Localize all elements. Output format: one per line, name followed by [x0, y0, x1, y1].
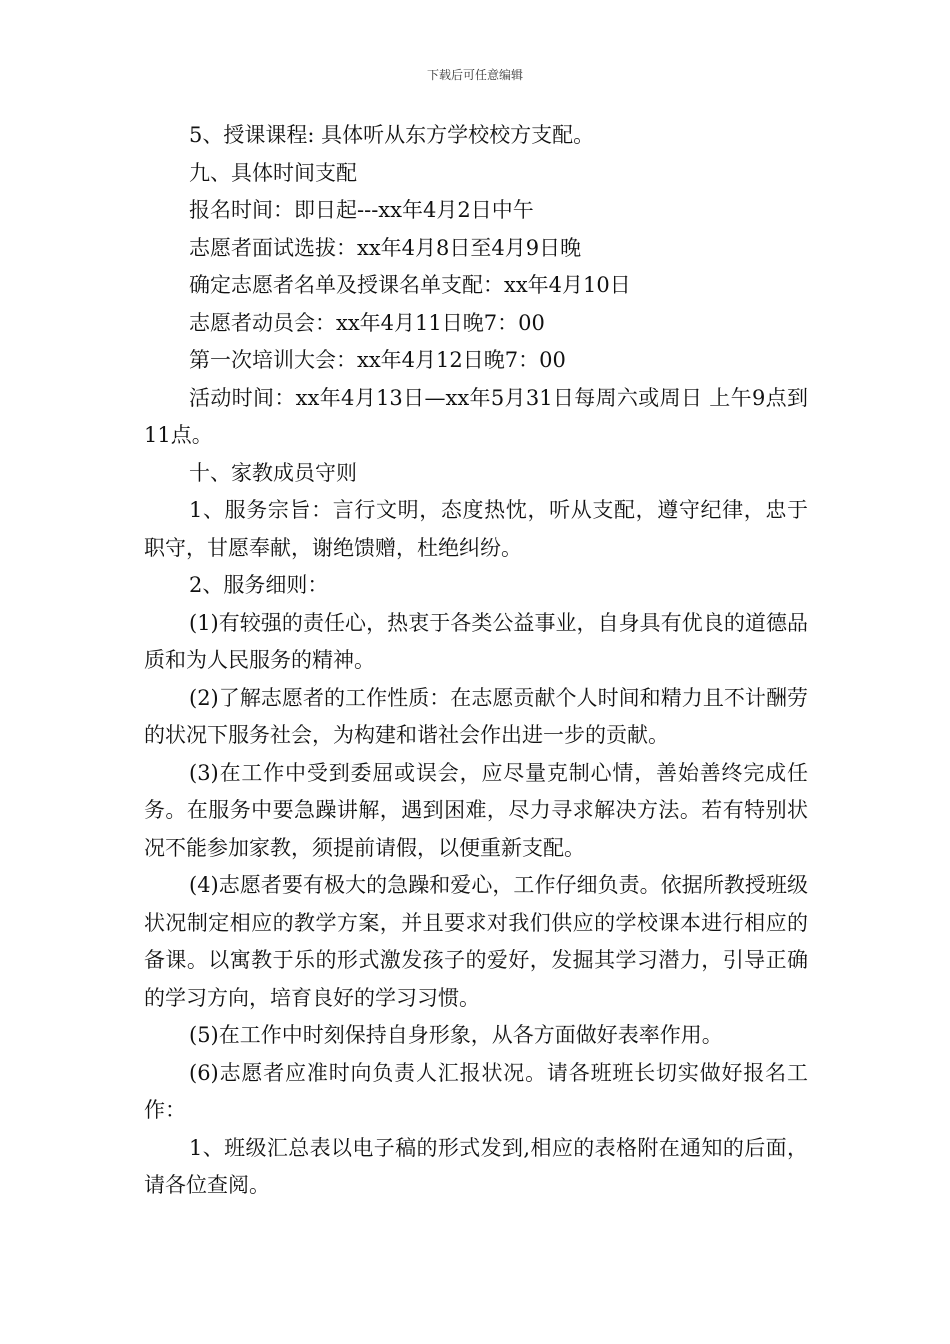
paragraph-rule-3: (3)在工作中受到委屈或误会，应尽量克制心情，善始善终完成任务。在服务中要急躁讲解，遇到困难，尽力寻求解决方法。若有特别状况不能参加家教，须提前请假，以便重新支配。	[144, 760, 808, 860]
page-header: 下载后可任意编辑	[426, 68, 523, 82]
paragraph-class-summary: 1、班级汇总表以电子稿的形式发到,相应的表格附在通知的后面，请各位查阅。	[144, 1135, 808, 1197]
paragraph-first-training: 第一次培训大会：xx年4月12日晚7：00	[189, 348, 566, 372]
paragraph-rule-4: (4)志愿者要有极大的急躁和爱心，工作仔细负责。依据所教授班级状况制定相应的教学方案，并且要求对我们供应的学校课本进行相应的备课。以寓教于乐的形式激发孩子的爱好，发掘其学习潜力，引导正确的学习方向，培育良好的学习习惯。	[144, 873, 808, 1010]
paragraph-confirm-list: 确定志愿者名单及授课名单支配：xx年4月10日	[189, 273, 631, 297]
document-body	[144, 117, 808, 1205]
paragraph-mobilization: 志愿者动员会：xx年4月11日晚7：00	[189, 310, 545, 335]
paragraph-rule-1: (1)有较强的责任心，热衷于各类公益事业，自身具有优良的道德品质和为人民服务的精神。	[144, 610, 808, 672]
section-heading-rules: 十、家教成员守则	[189, 460, 357, 485]
paragraph-rule-5: (5)在工作中时刻保持自身形象，从各方面做好表率作用。	[189, 1023, 723, 1047]
paragraph-activity-time: 活动时间：xx年4月13日—xx年5月31日每周六或周日 上午9点到11点。	[144, 385, 808, 447]
paragraph-course: 5、授课课程: 具体听从东方学校校方支配。	[189, 123, 595, 147]
paragraph-rule-6: (6)志愿者应准时向负责人汇报状况。请各班班长切实做好报名工作：	[144, 1060, 808, 1122]
paragraph-registration-time: 报名时间：即日起---xx年4月2日中午	[189, 198, 534, 222]
paragraph-rule-2: (2)了解志愿者的工作性质：在志愿贡献个人时间和精力且不计酬劳的状况下服务社会，为构建和谐社会作出进一步的贡献。	[144, 685, 808, 747]
paragraph-service-rules: 2、服务细则：	[189, 573, 329, 597]
section-heading-schedule: 九、具体时间支配	[189, 160, 357, 185]
paragraph-interview: 志愿者面试选拔：xx年4月8日至4月9日晚	[189, 235, 582, 260]
paragraph-service-purpose: 1、服务宗旨：言行文明，态度热忱，听从支配，遵守纪律，忠于职守，甘愿奉献，谢绝馈赠，杜绝纠纷。	[144, 498, 808, 560]
